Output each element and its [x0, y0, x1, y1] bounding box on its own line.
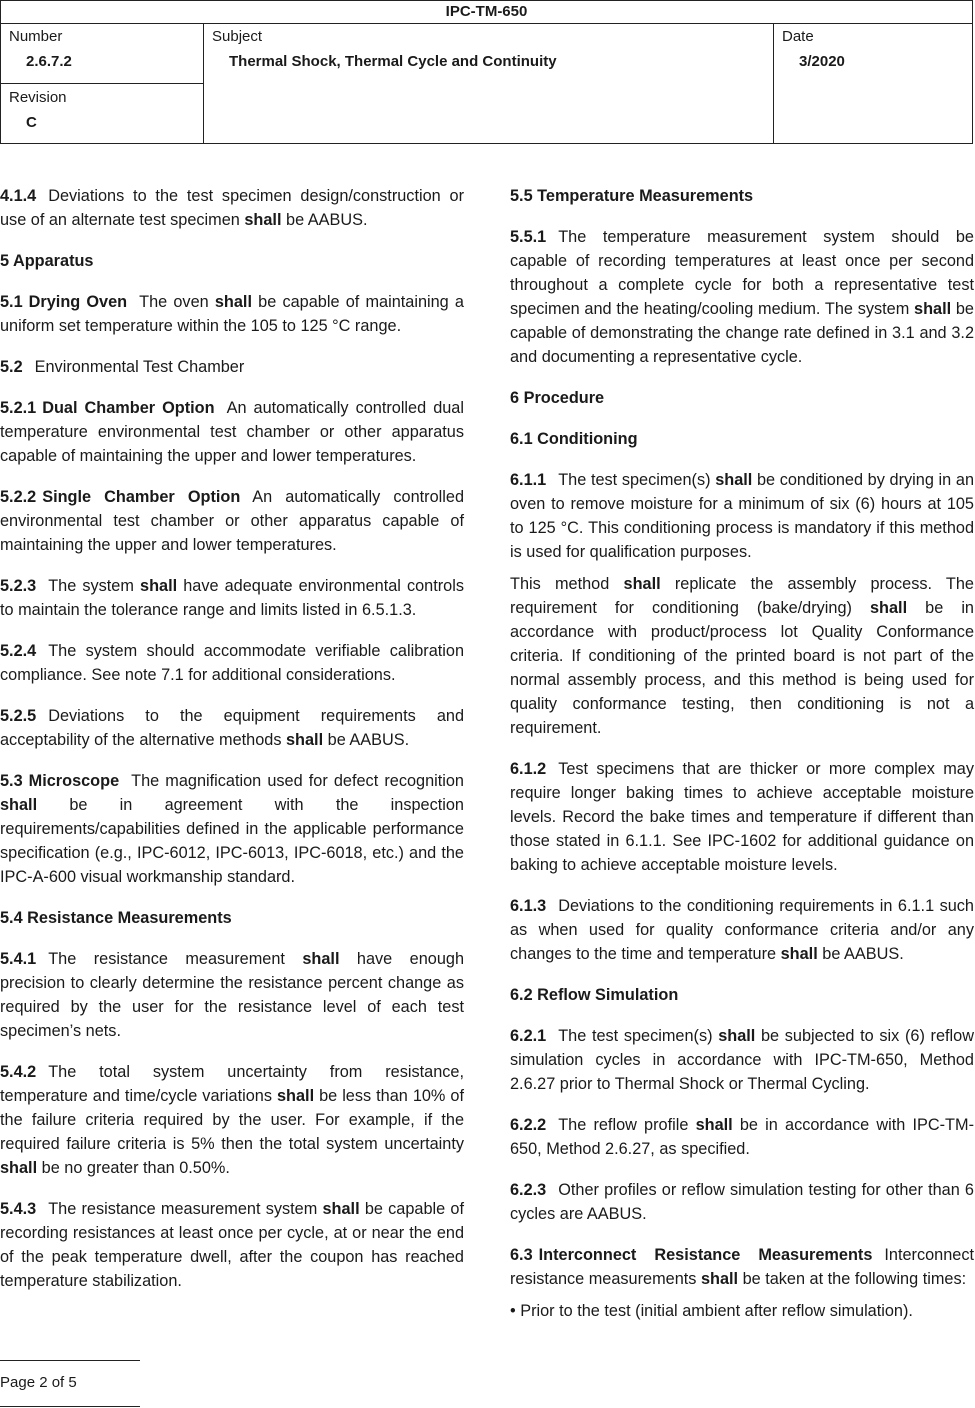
para-method: This method shall replicate the assembly process. The requirement for conditioning (bake/drying) shall be in accordance with product/process lot Quality Conformance criteria. If conditioning of the printed board is not part of the normal assembly process, and this method is being used for quality conformance testing, then conditioning is not a requirement.: [510, 575, 974, 737]
para-5-3: 5.3 Microscope The magnification used for defect recognition shall be in agreement with the inspection requirements/capabilities defined in the applicable performance specification (e.g., IPC-6012, IPC-6013, IPC-6018, etc.) and the IPC-A-600 visual workmanship standard.: [0, 772, 464, 886]
date-value: 3/2020: [799, 53, 845, 70]
heading-reflow: 6.2 Reflow Simulation: [510, 986, 679, 1004]
doc-id: IPC-TM-650: [1, 1, 972, 24]
footer-rule-top: [0, 1360, 140, 1361]
subject-value: Thermal Shock, Thermal Cycle and Continuity: [229, 53, 557, 70]
para-4-1-4: 4.1.4 Deviations to the test specimen design/construction or use of an alternate test specimen shall be AABUS.: [0, 187, 464, 229]
bullet-item: • Prior to the test (initial ambient after reflow simulation).: [510, 1302, 913, 1320]
number-label: Number: [9, 28, 63, 45]
revision-label: Revision: [9, 89, 67, 106]
date-label: Date: [782, 28, 814, 45]
para-6-2-3: 6.2.3 Other profiles or reflow simulation testing for other than 6 cycles are AABUS.: [510, 1181, 974, 1223]
para-6-1-2: 6.1.2 Test specimens that are thicker or more complex may require longer baking times to achieve acceptable moisture levels. Record the bake times and temperature if different than those stated in 6.1.1. See IPC-1602 for additional guidance on baking to achieve acceptable moisture levels.: [510, 760, 974, 874]
para-6-3: 6.3 Interconnect Resistance Measurements Interconnect resistance measurements shall be taken at the following times:: [510, 1246, 974, 1288]
number-value: 2.6.7.2: [26, 53, 72, 70]
para-5-2-2: 5.2.2 Single Chamber Option An automatically controlled environmental test chamber or other apparatus capable of maintaining the upper and lower temperatures.: [0, 488, 464, 554]
heading-conditioning: 6.1 Conditioning: [510, 430, 638, 448]
para-5-2-5: 5.2.5 Deviations to the equipment requirements and acceptability of the alternative methods shall be AABUS.: [0, 707, 464, 749]
para-6-2-2: 6.2.2 The reflow profile shall be in accordance with IPC-TM-650, Method 2.6.27, as specified.: [510, 1116, 974, 1158]
right-column: [510, 184, 974, 1340]
para-5-4-2: 5.4.2 The total system uncertainty from resistance, temperature and time/cycle variations shall be less than 10% of the failure criteria required by the user. For example, if the required failure criteria is 5% then the total system uncertainty shall be no greater than 0.50%.: [0, 1063, 464, 1177]
para-5-2-4: 5.2.4 The system should accommodate verifiable calibration compliance. See note 7.1 for additional considerations.: [0, 642, 464, 684]
revision-value: C: [26, 114, 37, 131]
heading-procedure: 6 Procedure: [510, 389, 605, 407]
number-cell: [1, 23, 204, 84]
para-6-1-3: 6.1.3 Deviations to the conditioning requirements in 6.1.1 such as when used for quality conformance criteria and/or any changes to the time and temperature shall be AABUS.: [510, 897, 974, 963]
para-5-2-3: 5.2.3 The system shall have adequate environmental controls to maintain the tolerance range and limits listed in 6.5.1.3.: [0, 577, 464, 619]
heading-temperature: 5.5 Temperature Measurements: [510, 187, 754, 205]
heading-apparatus: 5 Apparatus: [0, 252, 94, 270]
page-number: Page 2 of 5: [0, 1374, 77, 1391]
para-5-4-3: 5.4.3 The resistance measurement system shall be capable of recording resistances at least once per cycle, at or near the end of the peak temperature dwell, after the coupon has reached temperature stabilization.: [0, 1200, 464, 1290]
left-column: [0, 184, 464, 1310]
para-6-2-1: 6.2.1 The test specimen(s) shall be subjected to six (6) reflow simulation cycles in accordance with IPC-TM-650, Method 2.6.27 prior to Thermal Shock or Thermal Cycling.: [510, 1027, 974, 1093]
para-5-5-1: 5.5.1 The temperature measurement system should be capable of recording temperatures at least once per second throughout a complete cycle for both a representative test specimen and the heating/cooling medium. The system shall be capable of demonstrating the change rate defined in 3.1 and 3.2 and documenting a representative cycle.: [510, 228, 974, 366]
revision-cell: [1, 84, 204, 144]
para-5-1: 5.1 Drying Oven The oven shall be capable of maintaining a uniform set temperature within the 105 to 125 °C range.: [0, 293, 464, 335]
para-5-4-1: 5.4.1 The resistance measurement shall have enough precision to clearly determine the resistance percent change as required by the user for the resistance level of each test specimen’s nets.: [0, 950, 464, 1040]
date-cell: [774, 23, 972, 144]
para-5-2-1: 5.2.1 Dual Chamber Option An automatically controlled dual temperature environmental test chamber or other apparatus capable of maintaining the upper and lower temperatures.: [0, 399, 464, 465]
para-6-1-1: 6.1.1 The test specimen(s) shall be conditioned by drying in an oven to remove moisture for a minimum of six (6) hours at 105 to 125 °C. This conditioning process is mandatory if this method is used for qualification purposes.: [510, 471, 974, 561]
footer-rule-bottom: [0, 1406, 140, 1407]
document-header: [0, 0, 973, 144]
subject-label: Subject: [212, 28, 263, 45]
subject-cell: [204, 23, 774, 144]
para-5-2: 5.2 Environmental Test Chamber: [0, 358, 245, 376]
heading-resistance: 5.4 Resistance Measurements: [0, 909, 232, 927]
